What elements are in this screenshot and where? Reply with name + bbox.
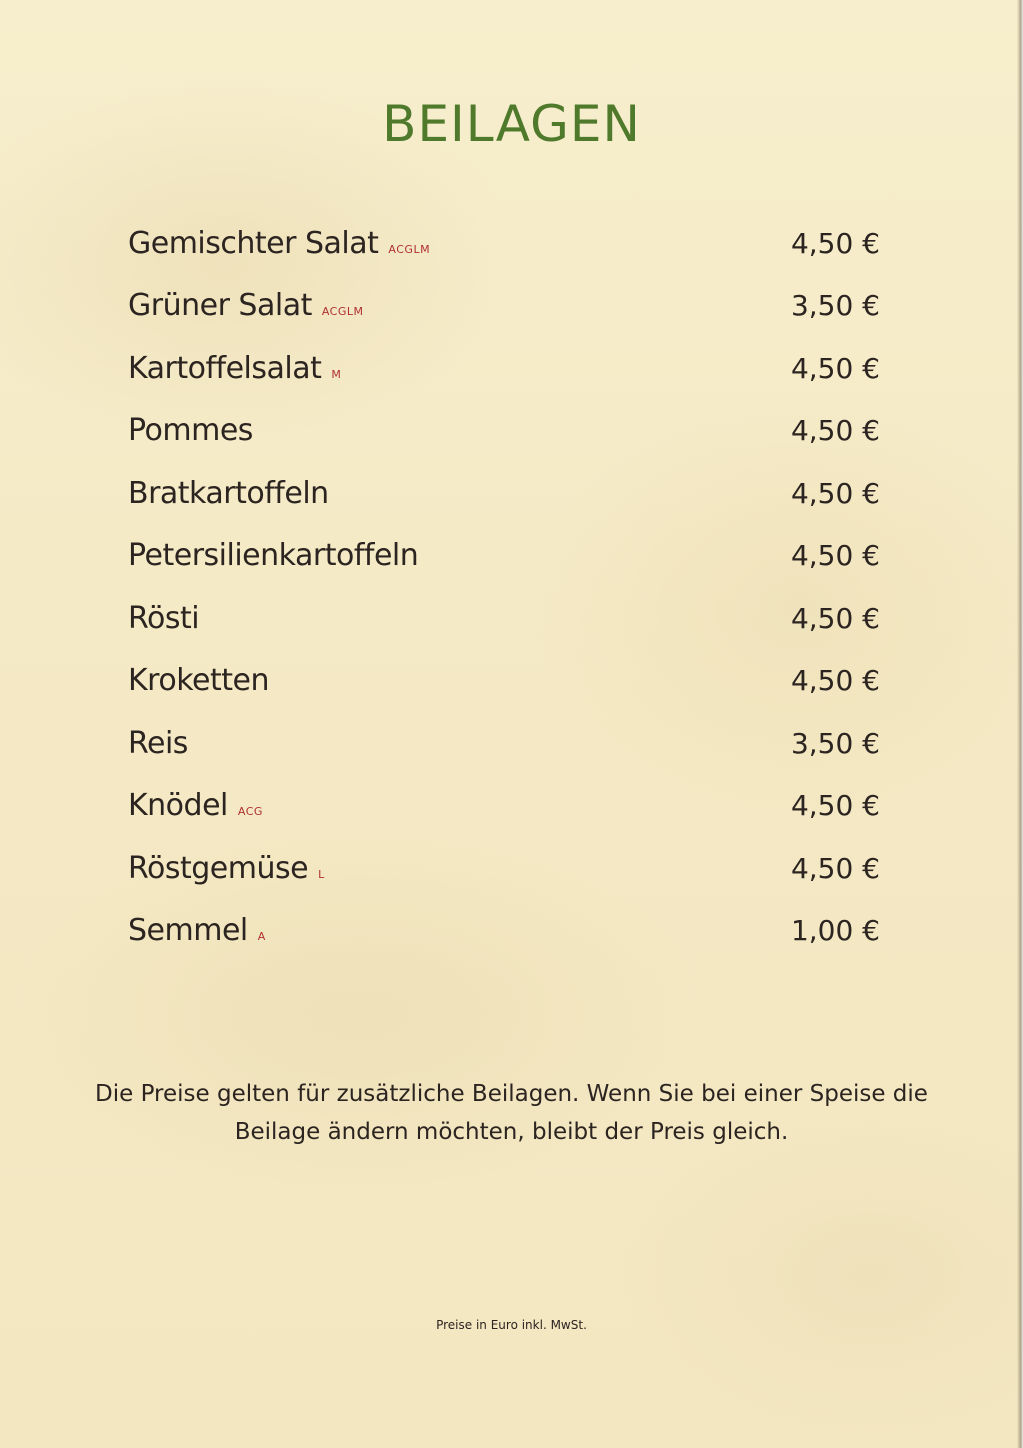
menu-item <box>128 712 880 775</box>
menu-item <box>128 462 880 525</box>
menu-item <box>128 900 880 963</box>
menu-item <box>128 212 880 275</box>
item-name: Grüner Salat <box>128 288 312 324</box>
item-name: Gemischter Salat <box>128 225 379 261</box>
tax-footer: Preise in Euro inkl. MwSt. <box>436 1318 587 1332</box>
menu-item <box>128 275 880 338</box>
item-price: 1,00 € <box>790 914 880 948</box>
price-note: Die Preise gelten für zusätzliche Beilagen. Wenn Sie bei einer Speise die Beilage ändern möchten, bleibt der Preis gleich. <box>95 1081 928 1145</box>
menu-item <box>128 587 880 650</box>
item-name: Rösti <box>128 600 200 636</box>
menu-item <box>128 400 880 463</box>
item-name: Röstgemüse <box>128 850 309 886</box>
item-price: 4,50 € <box>790 539 880 573</box>
menu-item <box>128 775 880 838</box>
item-price: 4,50 € <box>790 414 880 448</box>
item-price: 4,50 € <box>790 601 880 635</box>
menu-item <box>128 650 880 713</box>
item-allergens: A <box>257 930 266 944</box>
item-name: Petersilienkartoffeln <box>128 538 419 574</box>
item-name: Kartoffelsalat <box>128 350 322 386</box>
item-allergens: ACG <box>237 805 263 819</box>
item-price: 4,50 € <box>790 789 880 823</box>
item-name: Kroketten <box>128 663 269 699</box>
item-price: 4,50 € <box>790 226 880 260</box>
item-price: 4,50 € <box>790 851 880 885</box>
menu-item <box>128 837 880 900</box>
item-price: 4,50 € <box>790 351 880 385</box>
item-price: 3,50 € <box>790 726 880 760</box>
item-name: Bratkartoffeln <box>128 475 329 511</box>
item-name: Pommes <box>128 413 253 449</box>
item-name: Reis <box>128 725 188 761</box>
item-price: 3,50 € <box>790 289 880 323</box>
side-dish-list <box>128 212 880 962</box>
item-allergens: ACGLM <box>321 305 364 319</box>
item-name: Semmel <box>128 913 248 949</box>
item-price: 4,50 € <box>790 664 880 698</box>
menu-item <box>128 525 880 588</box>
item-allergens: ACGLM <box>388 242 431 256</box>
item-allergens: L <box>318 867 325 881</box>
item-name: Knödel <box>128 788 228 824</box>
item-price: 4,50 € <box>790 476 880 510</box>
menu-item <box>128 337 880 400</box>
item-allergens: M <box>331 367 342 381</box>
page-title: BEILAGEN <box>382 95 641 153</box>
page-edge <box>1017 0 1023 1448</box>
